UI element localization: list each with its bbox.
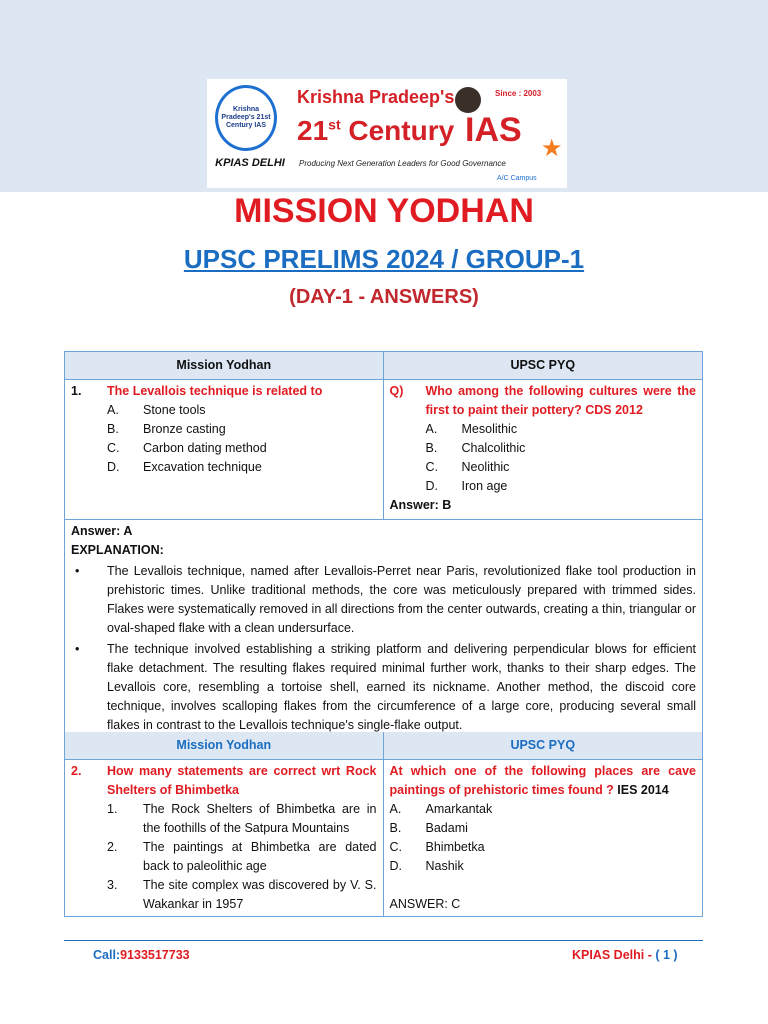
option-text: Chalcolithic xyxy=(461,441,526,455)
pyq-answer: ANSWER: C xyxy=(389,897,461,911)
option-text: Neolithic xyxy=(461,460,510,474)
question-text: The Levallois technique is related to xyxy=(107,384,323,398)
pyq-question-cell xyxy=(384,760,703,916)
footer-page xyxy=(572,948,678,962)
option-letter: D. xyxy=(389,859,402,873)
question-row xyxy=(65,379,702,519)
bullet-icon: • xyxy=(75,564,80,578)
table-header xyxy=(65,352,702,379)
option-letter: A. xyxy=(389,802,402,816)
pyq-tag: IES 2014 xyxy=(613,783,669,797)
pyq-question-line xyxy=(390,762,697,800)
option-item xyxy=(71,439,377,458)
pyq-option-item xyxy=(390,857,697,876)
footer-divider xyxy=(64,940,703,941)
logo-campus: A/C Campus xyxy=(497,175,537,182)
question-table-2 xyxy=(64,732,703,917)
question-line xyxy=(71,382,377,401)
answer-label: Answer: A xyxy=(71,524,133,538)
pyq-answer: Answer: B xyxy=(389,498,452,512)
option-letter: D. xyxy=(425,479,438,493)
pyq-question-cell xyxy=(384,380,703,519)
statement-item xyxy=(71,876,377,914)
pyq-text: At which one of the following places are cave paintings of prehistoric times found ? IES 2014 xyxy=(389,764,696,797)
page-subtitle: UPSC PRELIMS 2024 / GROUP-1 xyxy=(183,244,585,274)
pyq-option-item xyxy=(390,439,697,458)
option-letter: A. xyxy=(107,403,119,417)
question-number: 2. xyxy=(71,764,82,778)
option-letter: C. xyxy=(425,460,438,474)
option-text: Stone tools xyxy=(143,403,206,417)
statement-number: 3. xyxy=(107,878,118,892)
explanation-bullet xyxy=(71,562,696,638)
question-row xyxy=(65,759,702,916)
statement-item xyxy=(71,838,377,876)
column-header-mission: Mission Yodhan xyxy=(65,732,384,759)
page-title: MISSION YODHAN xyxy=(234,192,534,230)
bullet-text: The Levallois technique, named after Levallois-Perret near Paris, revolutionized flake tool production in prehistoric times. Unlike traditional methods, the core was meticulously prepared with trimmed sides. Flakes were systematically removed in all directions from the center outwards, creating a thin, triangular or oval-shaped flake with a clean undersurface. xyxy=(107,564,696,635)
logo-brand-ias: IAS xyxy=(465,111,522,149)
question-number: 1. xyxy=(71,384,82,398)
logo-kpias-label: KPIAS DELHI xyxy=(215,157,285,169)
option-letter: A. xyxy=(425,422,438,436)
footer-brand: KPIAS Delhi - xyxy=(572,948,656,962)
table-header xyxy=(65,732,702,759)
pyq-number: Q) xyxy=(389,384,404,398)
pyq-option-item xyxy=(390,800,697,819)
bullet-text: The technique involved establishing a striking platform and delivering perpendicular blows for efficient flake detachment. The resulting flakes required minimal further work, thanks to their sharp edges. The Levallois core, resembling a tortoise shell, earned its nickname. Another method, the discoid core technique, involves scalloping flakes from the circumference of a large core, producing several small flakes in contrast to the Levallois technique's single-flake output. xyxy=(107,642,696,732)
option-letter: B. xyxy=(425,441,438,455)
logo-emblem-icon xyxy=(215,85,277,151)
institute-logo xyxy=(207,79,567,188)
question-table-1 xyxy=(64,351,703,738)
logo-tagline: Producing Next Generation Leaders for Good Governance xyxy=(299,159,506,168)
option-letter: D. xyxy=(107,460,120,474)
pyq-text: Who among the following cultures were the first to paint their pottery? CDS 2012 xyxy=(425,384,696,417)
statement-number: 1. xyxy=(107,802,118,816)
option-item xyxy=(71,420,377,439)
explanation-row xyxy=(65,519,702,737)
founder-photo-icon xyxy=(455,87,481,113)
option-text: Bhimbetka xyxy=(425,840,485,854)
explanation-bullet xyxy=(71,640,696,735)
option-text: Nashik xyxy=(425,859,464,873)
option-text: Amarkantak xyxy=(425,802,493,816)
page-number: ( 1 ) xyxy=(655,948,678,962)
option-text: Mesolithic xyxy=(461,422,518,436)
star-icon: ★ xyxy=(541,135,563,162)
statement-item xyxy=(71,800,377,838)
option-letter: C. xyxy=(389,840,402,854)
statement-text: The site complex was discovered by V. S. Wakankar in 1957 xyxy=(143,878,377,911)
option-letter: C. xyxy=(107,441,120,455)
option-text: Bronze casting xyxy=(143,422,226,436)
option-item xyxy=(71,401,377,420)
option-text: Badami xyxy=(425,821,468,835)
option-letter: B. xyxy=(389,821,402,835)
option-letter: B. xyxy=(107,422,119,436)
pyq-option-item xyxy=(390,458,697,477)
pyq-option-item xyxy=(390,420,697,439)
footer-contact xyxy=(93,948,190,962)
column-header-mission: Mission Yodhan xyxy=(65,352,384,379)
pyq-option-item xyxy=(390,819,697,838)
pyq-option-item xyxy=(390,477,697,496)
logo-since: Since : 2003 xyxy=(495,89,542,98)
logo-brand-top: Krishna Pradeep's xyxy=(297,87,455,107)
explanation-cell xyxy=(65,520,702,737)
explanation-heading: EXPLANATION: xyxy=(71,543,164,557)
call-label: Call: xyxy=(93,948,121,962)
logo-emblem-text: Krishna Pradeep's 21st Century IAS xyxy=(221,106,271,129)
option-text: Excavation technique xyxy=(143,460,262,474)
mission-question-cell xyxy=(65,760,384,916)
day-label: (DAY-1 - ANSWERS) xyxy=(289,286,479,308)
column-header-pyq: UPSC PYQ xyxy=(384,732,703,759)
statement-text: The paintings at Bhimbetka are dated back to paleolithic age xyxy=(143,840,377,873)
call-number: 9133517733 xyxy=(120,948,190,962)
option-text: Carbon dating method xyxy=(143,441,267,455)
mission-question-cell xyxy=(65,380,384,519)
column-header-pyq: UPSC PYQ xyxy=(384,352,703,379)
pyq-question-line xyxy=(390,382,697,420)
option-text: Iron age xyxy=(461,479,508,493)
question-text: How many statements are correct wrt Rock Shelters of Bhimbetka xyxy=(107,764,377,797)
pyq-option-item xyxy=(390,838,697,857)
logo-brand-main: 21st Century xyxy=(297,115,455,146)
bullet-icon: • xyxy=(75,642,80,656)
statement-number: 2. xyxy=(107,840,118,854)
question-line xyxy=(71,762,377,800)
statement-text: The Rock Shelters of Bhimbetka are in the foothills of the Satpura Mountains xyxy=(143,802,377,835)
option-item xyxy=(71,458,377,477)
